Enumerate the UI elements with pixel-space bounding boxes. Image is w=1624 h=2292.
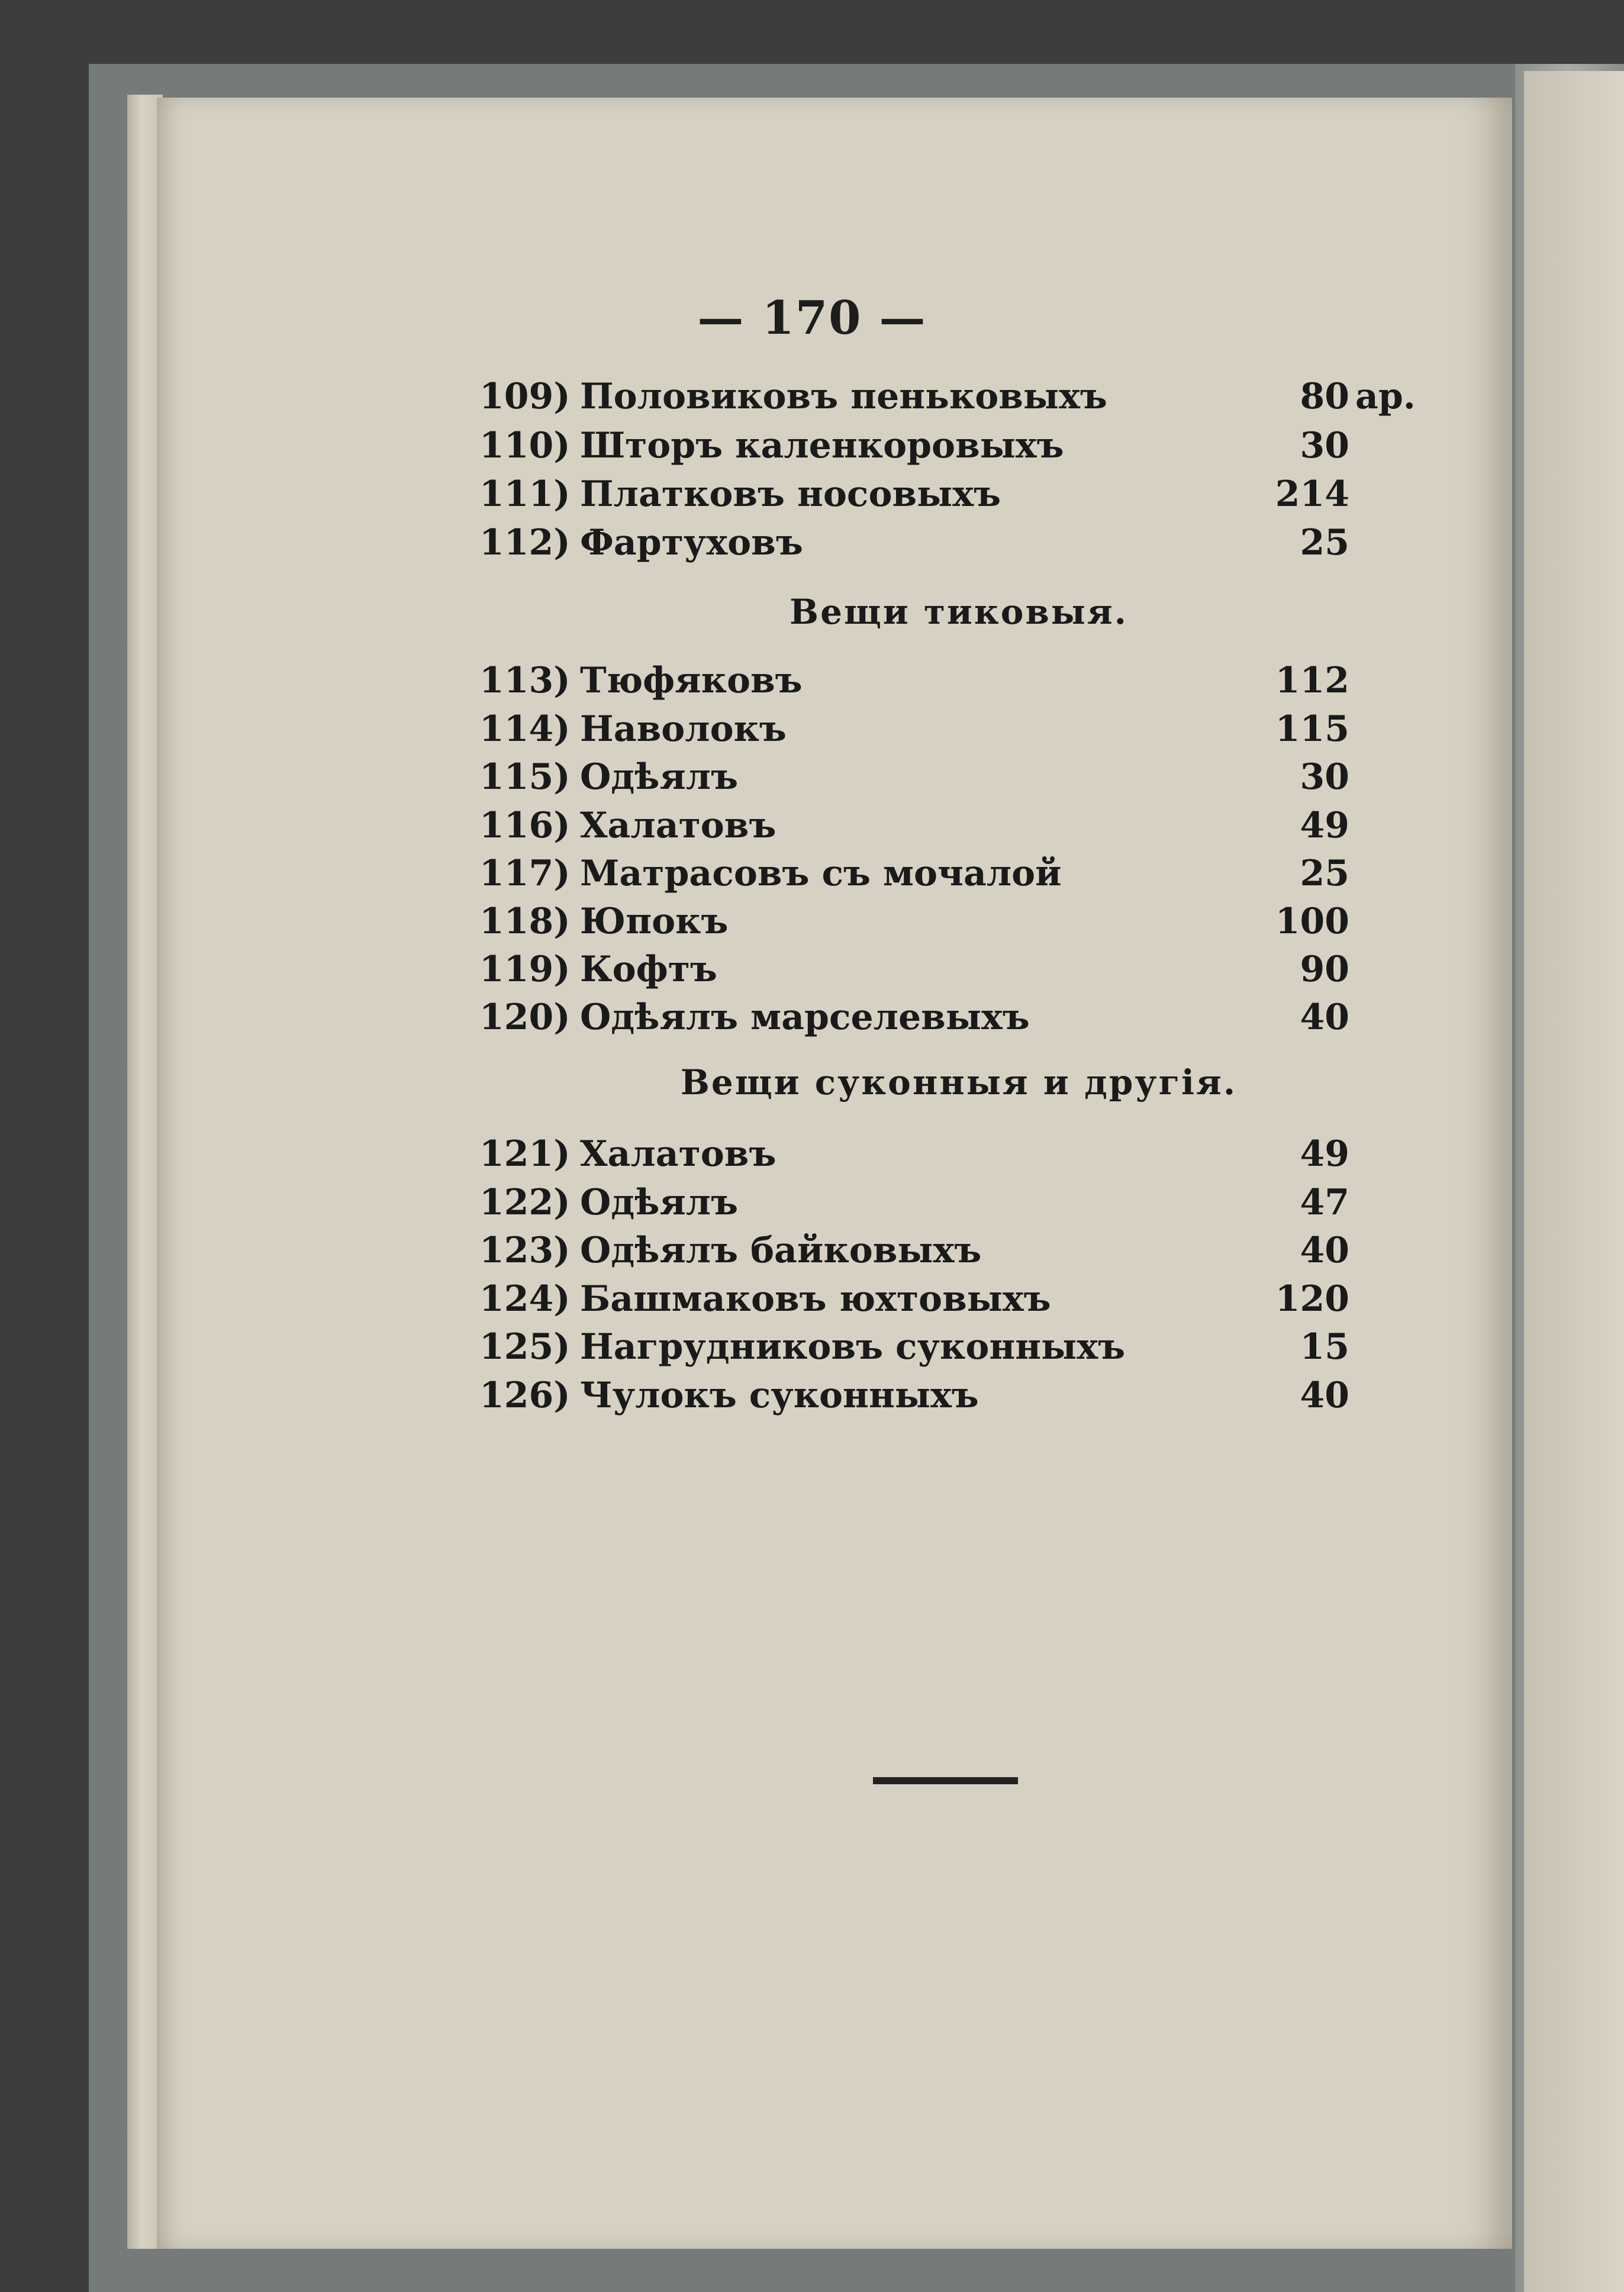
list-item: [479, 660, 1438, 711]
item-label: Шторъ каленкоровыхъ: [580, 425, 1064, 466]
item-label: Одѣялъ марселевыхъ: [580, 997, 1030, 1038]
item-number: 109): [479, 376, 571, 417]
item-number: 121): [479, 1133, 571, 1175]
item-label: Нагрудниковъ суконныхъ: [580, 1326, 1126, 1368]
item-number: 118): [479, 901, 571, 942]
item-label: Юпокъ: [580, 901, 729, 942]
item-label: Половиковъ пеньковыхъ: [580, 376, 1107, 417]
item-quantity: 15: [1300, 1326, 1349, 1368]
item-quantity: 40: [1300, 1230, 1349, 1271]
item-unit: ар.: [1355, 376, 1416, 417]
item-quantity: 214: [1275, 473, 1349, 515]
item-number: 126): [479, 1375, 571, 1416]
item-quantity: 120: [1275, 1278, 1349, 1320]
item-label: Фартуховъ: [580, 522, 803, 563]
list-item: [479, 853, 1438, 904]
page-number: — 170 —: [697, 291, 927, 345]
list-item: [479, 1182, 1438, 1233]
item-label: Одѣялъ: [580, 756, 739, 798]
list-item: [479, 708, 1438, 759]
list-item: [479, 949, 1438, 1000]
item-number: 119): [479, 949, 571, 990]
item-label: Башмаковъ юхтовыхъ: [580, 1278, 1051, 1320]
list-item: [479, 1278, 1438, 1329]
item-number: 123): [479, 1230, 571, 1271]
item-number: 125): [479, 1326, 571, 1368]
list-item: [479, 1326, 1438, 1377]
list-item: [479, 901, 1438, 952]
item-number: 112): [479, 522, 571, 563]
item-number: 113): [479, 660, 571, 701]
item-number: 110): [479, 425, 571, 466]
list-item: [479, 522, 1438, 573]
item-label: Одѣялъ: [580, 1182, 739, 1223]
section-heading: [479, 1062, 1438, 1103]
item-label: Матрасовъ съ мочалой: [580, 853, 1062, 894]
item-quantity: 112: [1275, 660, 1349, 701]
item-label: Халатовъ: [580, 1133, 776, 1175]
facing-page-edge: [1524, 71, 1624, 2292]
list-item: [479, 473, 1438, 524]
item-number: 117): [479, 853, 571, 894]
item-label: Чулокъ суконныхъ: [580, 1375, 979, 1416]
item-quantity: 49: [1300, 805, 1349, 846]
item-label: Халатовъ: [580, 805, 776, 846]
item-label: Кофтъ: [580, 949, 717, 990]
item-quantity: 25: [1300, 853, 1349, 894]
item-number: 114): [479, 708, 571, 750]
item-quantity: 80: [1300, 376, 1349, 417]
item-quantity: 100: [1275, 901, 1349, 942]
item-number: 124): [479, 1278, 571, 1320]
item-number: 115): [479, 756, 571, 798]
item-quantity: 40: [1300, 997, 1349, 1038]
list-item: [479, 805, 1438, 856]
item-quantity: 47: [1300, 1182, 1349, 1223]
item-label: Одѣялъ байковыхъ: [580, 1230, 982, 1271]
item-quantity: 90: [1300, 949, 1349, 990]
section-heading: [479, 592, 1438, 632]
item-number: 111): [479, 473, 571, 515]
item-quantity: 30: [1300, 756, 1349, 798]
list-item: [479, 1230, 1438, 1281]
section-heading-text: Вещи суконныя и другія.: [680, 1062, 1238, 1103]
list-item: [479, 376, 1438, 427]
item-quantity: 49: [1300, 1133, 1349, 1175]
item-number: 116): [479, 805, 571, 846]
list-item: [479, 1133, 1438, 1184]
item-label: Платковъ носовыхъ: [580, 473, 1001, 515]
list-item: [479, 1375, 1438, 1426]
list-item: [479, 425, 1438, 476]
section-heading-text: Вещи тиковыя.: [790, 592, 1128, 632]
item-number: 122): [479, 1182, 571, 1223]
item-quantity: 25: [1300, 522, 1349, 563]
end-rule: [873, 1777, 1018, 1784]
list-item: [479, 997, 1438, 1047]
item-quantity: 115: [1275, 708, 1349, 750]
item-quantity: 30: [1300, 425, 1349, 466]
item-label: Наволокъ: [580, 708, 787, 750]
item-number: 120): [479, 997, 571, 1038]
item-label: Тюфяковъ: [580, 660, 803, 701]
item-quantity: 40: [1300, 1375, 1349, 1416]
list-item: [479, 756, 1438, 807]
